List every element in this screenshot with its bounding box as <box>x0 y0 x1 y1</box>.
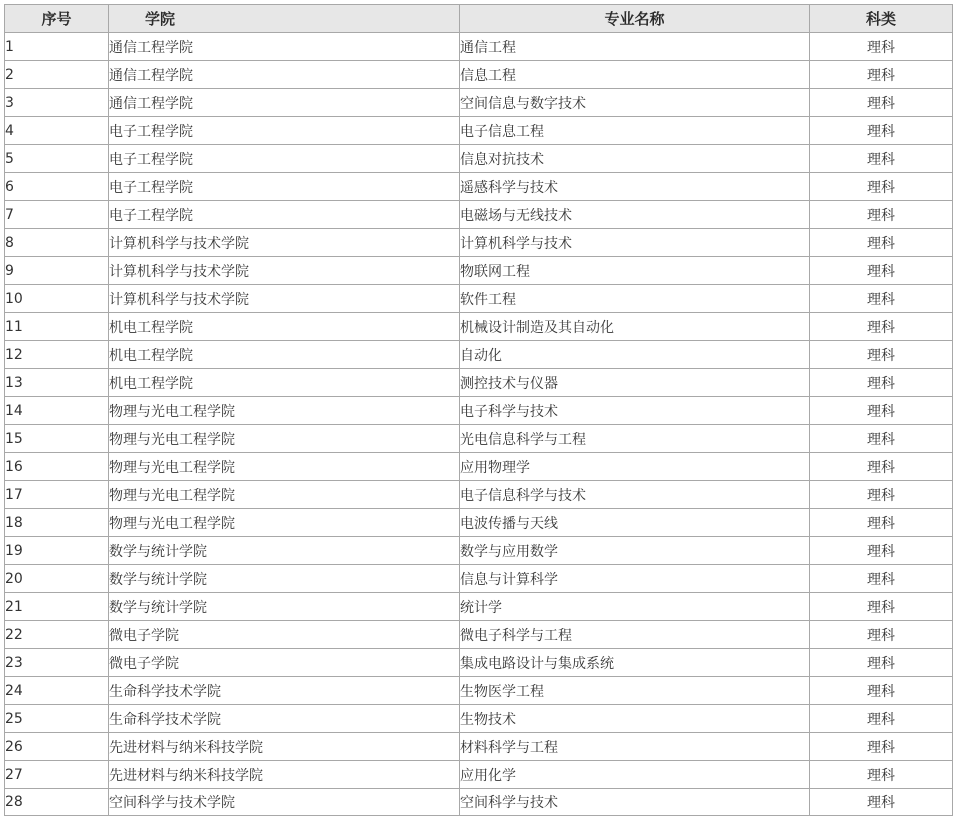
category-cell: 理科 <box>810 481 953 509</box>
row-number-cell: 28 <box>5 789 109 816</box>
table-header <box>5 5 953 33</box>
category-cell: 理科 <box>810 145 953 173</box>
category-cell: 理科 <box>810 369 953 397</box>
table-row <box>5 621 953 649</box>
category-cell: 理科 <box>810 89 953 117</box>
major-name-cell: 空间科学与技术 <box>460 789 810 816</box>
major-name-cell: 信息与计算科学 <box>460 565 810 593</box>
row-number-cell: 9 <box>5 257 109 285</box>
major-name-cell: 电子信息工程 <box>460 117 810 145</box>
row-number-cell: 26 <box>5 733 109 761</box>
table-row <box>5 677 953 705</box>
major-name-cell: 遥感科学与技术 <box>460 173 810 201</box>
major-name-cell: 微电子科学与工程 <box>460 621 810 649</box>
category-cell: 理科 <box>810 257 953 285</box>
college-cell: 机电工程学院 <box>109 369 460 397</box>
college-cell: 空间科学与技术学院 <box>109 789 460 816</box>
header-category: 科类 <box>810 5 953 33</box>
category-cell: 理科 <box>810 229 953 257</box>
row-number-cell: 18 <box>5 509 109 537</box>
college-cell: 先进材料与纳米科技学院 <box>109 733 460 761</box>
table-row <box>5 593 953 621</box>
category-cell: 理科 <box>810 201 953 229</box>
row-number-cell: 8 <box>5 229 109 257</box>
row-number-cell: 5 <box>5 145 109 173</box>
major-name-cell: 电波传播与天线 <box>460 509 810 537</box>
major-name-cell: 应用物理学 <box>460 453 810 481</box>
row-number-cell: 24 <box>5 677 109 705</box>
table-row <box>5 173 953 201</box>
category-cell: 理科 <box>810 789 953 816</box>
table-row <box>5 201 953 229</box>
table-row <box>5 285 953 313</box>
category-cell: 理科 <box>810 677 953 705</box>
table-row <box>5 761 953 789</box>
row-number-cell: 27 <box>5 761 109 789</box>
header-college: 学院 <box>109 5 460 33</box>
category-cell: 理科 <box>810 761 953 789</box>
row-number-cell: 2 <box>5 61 109 89</box>
row-number-cell: 16 <box>5 453 109 481</box>
category-cell: 理科 <box>810 453 953 481</box>
college-cell: 电子工程学院 <box>109 117 460 145</box>
row-number-cell: 14 <box>5 397 109 425</box>
category-cell: 理科 <box>810 733 953 761</box>
row-number-cell: 13 <box>5 369 109 397</box>
college-cell: 计算机科学与技术学院 <box>109 285 460 313</box>
row-number-cell: 21 <box>5 593 109 621</box>
category-cell: 理科 <box>810 649 953 677</box>
category-cell: 理科 <box>810 117 953 145</box>
category-cell: 理科 <box>810 425 953 453</box>
table-row <box>5 705 953 733</box>
major-name-cell: 信息对抗技术 <box>460 145 810 173</box>
table-row <box>5 229 953 257</box>
table-body <box>5 33 953 816</box>
major-name-cell: 空间信息与数字技术 <box>460 89 810 117</box>
table-row <box>5 117 953 145</box>
college-cell: 物理与光电工程学院 <box>109 481 460 509</box>
row-number-cell: 19 <box>5 537 109 565</box>
college-cell: 物理与光电工程学院 <box>109 453 460 481</box>
row-number-cell: 11 <box>5 313 109 341</box>
row-number-cell: 25 <box>5 705 109 733</box>
major-name-cell: 信息工程 <box>460 61 810 89</box>
table-row <box>5 313 953 341</box>
table-row <box>5 425 953 453</box>
table-row <box>5 89 953 117</box>
table-row <box>5 61 953 89</box>
college-cell: 电子工程学院 <box>109 201 460 229</box>
college-cell: 微电子学院 <box>109 649 460 677</box>
major-name-cell: 通信工程 <box>460 33 810 61</box>
major-name-cell: 电子科学与技术 <box>460 397 810 425</box>
major-name-cell: 物联网工程 <box>460 257 810 285</box>
table-row <box>5 649 953 677</box>
category-cell: 理科 <box>810 61 953 89</box>
college-cell: 通信工程学院 <box>109 33 460 61</box>
college-cell: 物理与光电工程学院 <box>109 425 460 453</box>
row-number-cell: 12 <box>5 341 109 369</box>
row-number-cell: 15 <box>5 425 109 453</box>
table-row <box>5 565 953 593</box>
category-cell: 理科 <box>810 33 953 61</box>
major-name-cell: 生物技术 <box>460 705 810 733</box>
major-name-cell: 统计学 <box>460 593 810 621</box>
table-row <box>5 733 953 761</box>
table-row <box>5 481 953 509</box>
college-cell: 物理与光电工程学院 <box>109 509 460 537</box>
college-cell: 数学与统计学院 <box>109 565 460 593</box>
major-name-cell: 光电信息科学与工程 <box>460 425 810 453</box>
table-row <box>5 397 953 425</box>
row-number-cell: 4 <box>5 117 109 145</box>
major-name-cell: 机械设计制造及其自动化 <box>460 313 810 341</box>
college-cell: 物理与光电工程学院 <box>109 397 460 425</box>
row-number-cell: 10 <box>5 285 109 313</box>
row-number-cell: 6 <box>5 173 109 201</box>
category-cell: 理科 <box>810 537 953 565</box>
row-number-cell: 20 <box>5 565 109 593</box>
table-row <box>5 341 953 369</box>
college-cell: 通信工程学院 <box>109 89 460 117</box>
college-cell: 计算机科学与技术学院 <box>109 229 460 257</box>
major-name-cell: 电磁场与无线技术 <box>460 201 810 229</box>
major-name-cell: 数学与应用数学 <box>460 537 810 565</box>
category-cell: 理科 <box>810 313 953 341</box>
row-number-cell: 7 <box>5 201 109 229</box>
category-cell: 理科 <box>810 565 953 593</box>
college-cell: 数学与统计学院 <box>109 537 460 565</box>
college-cell: 计算机科学与技术学院 <box>109 257 460 285</box>
major-name-cell: 计算机科学与技术 <box>460 229 810 257</box>
major-name-cell: 自动化 <box>460 341 810 369</box>
row-number-cell: 17 <box>5 481 109 509</box>
table-row <box>5 537 953 565</box>
college-cell: 机电工程学院 <box>109 313 460 341</box>
college-cell: 生命科学技术学院 <box>109 677 460 705</box>
major-name-cell: 材料科学与工程 <box>460 733 810 761</box>
college-cell: 电子工程学院 <box>109 145 460 173</box>
category-cell: 理科 <box>810 593 953 621</box>
college-cell: 电子工程学院 <box>109 173 460 201</box>
major-name-cell: 电子信息科学与技术 <box>460 481 810 509</box>
header-row <box>5 5 953 33</box>
college-cell: 微电子学院 <box>109 621 460 649</box>
category-cell: 理科 <box>810 285 953 313</box>
row-number-cell: 22 <box>5 621 109 649</box>
header-major: 专业名称 <box>460 5 810 33</box>
table-row <box>5 145 953 173</box>
row-number-cell: 1 <box>5 33 109 61</box>
majors-table <box>4 4 953 816</box>
major-name-cell: 测控技术与仪器 <box>460 369 810 397</box>
table-row <box>5 33 953 61</box>
row-number-cell: 23 <box>5 649 109 677</box>
table-row <box>5 257 953 285</box>
major-name-cell: 生物医学工程 <box>460 677 810 705</box>
college-cell: 通信工程学院 <box>109 61 460 89</box>
category-cell: 理科 <box>810 173 953 201</box>
major-name-cell: 集成电路设计与集成系统 <box>460 649 810 677</box>
row-number-cell: 3 <box>5 89 109 117</box>
category-cell: 理科 <box>810 621 953 649</box>
college-cell: 先进材料与纳米科技学院 <box>109 761 460 789</box>
table-row <box>5 453 953 481</box>
category-cell: 理科 <box>810 341 953 369</box>
category-cell: 理科 <box>810 397 953 425</box>
category-cell: 理科 <box>810 509 953 537</box>
college-cell: 数学与统计学院 <box>109 593 460 621</box>
table-row <box>5 789 953 816</box>
major-name-cell: 应用化学 <box>460 761 810 789</box>
table-row <box>5 369 953 397</box>
table-row <box>5 509 953 537</box>
header-no: 序号 <box>5 5 109 33</box>
college-cell: 生命科学技术学院 <box>109 705 460 733</box>
category-cell: 理科 <box>810 705 953 733</box>
major-name-cell: 软件工程 <box>460 285 810 313</box>
college-cell: 机电工程学院 <box>109 341 460 369</box>
